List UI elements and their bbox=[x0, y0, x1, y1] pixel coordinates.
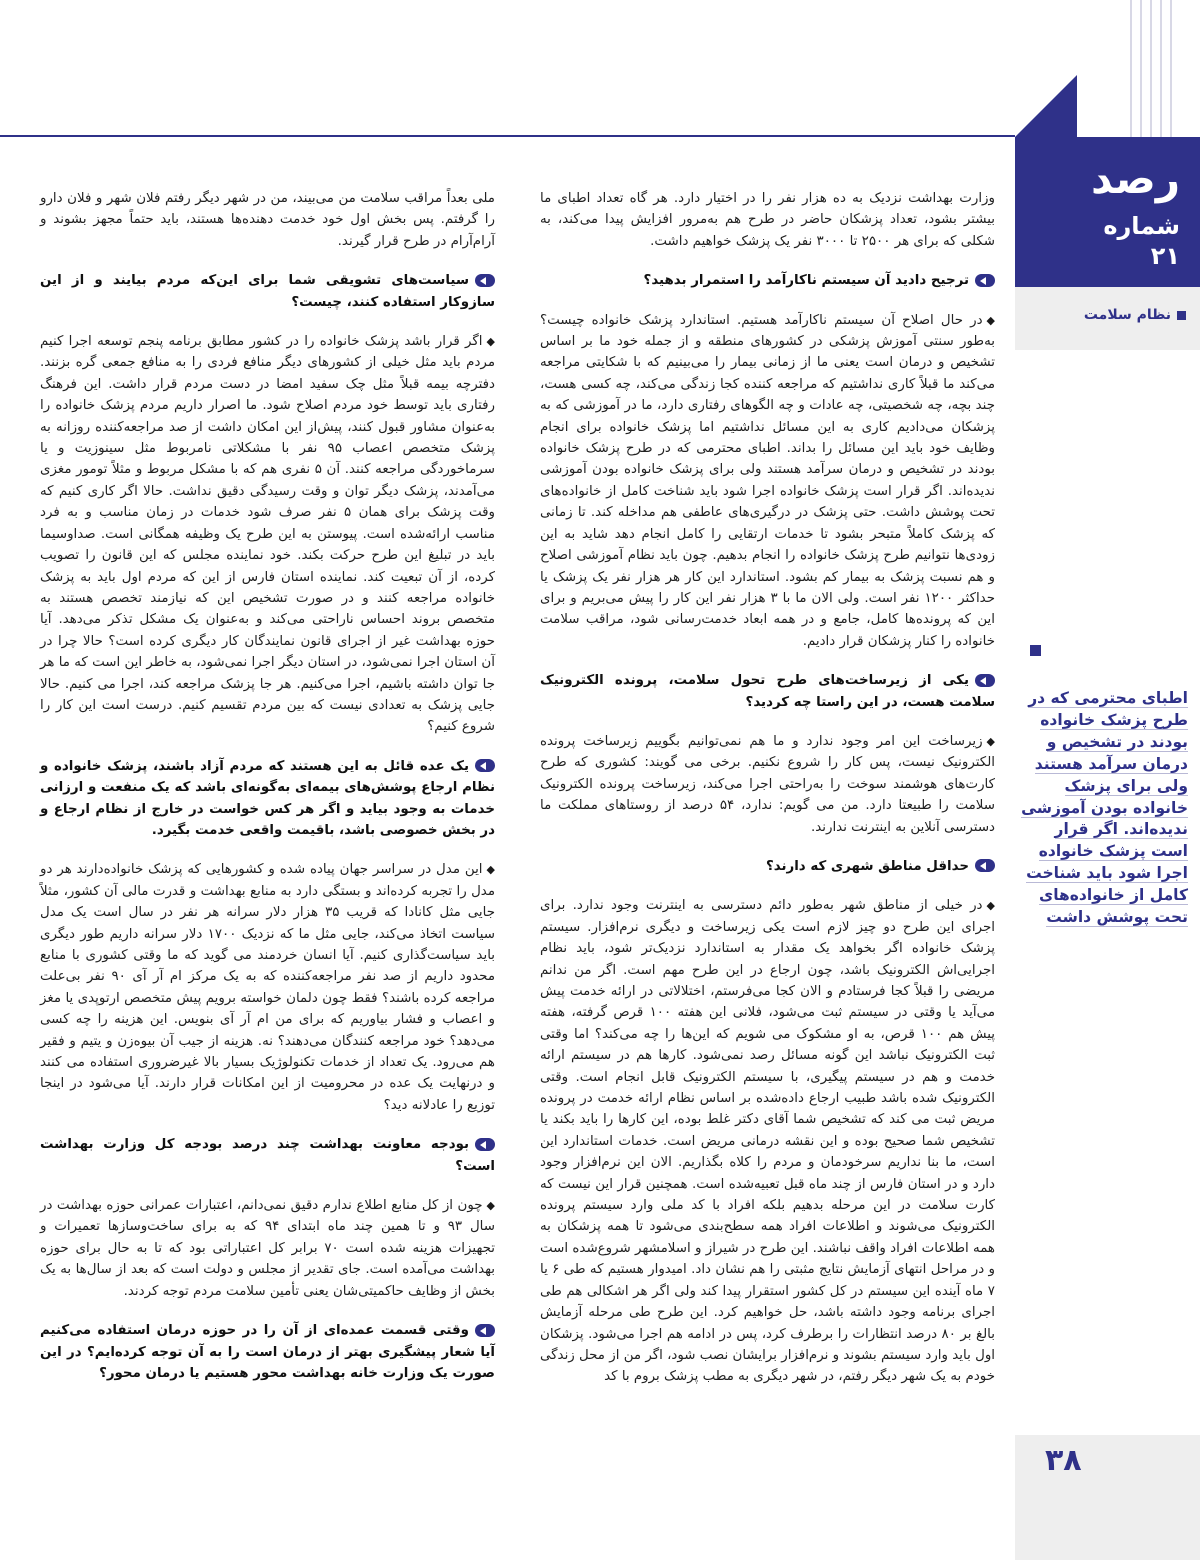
paragraph-text: وزارت بهداشت نزدیک به ده هزار نفر را در اختیار دارد. هر گاه تعداد اطبای ما بیشتر بشود، تعداد پزشکان حاضر در طرح هم به‌مرور افزایش پیدا می‌کند، به شکلی که برای هر ۲۵۰۰ تا ۳۰۰۰ نفر یک پزشک خواهیم داشت. bbox=[540, 191, 995, 249]
answer-marker-icon: ◆ bbox=[486, 863, 495, 877]
paragraph-text: زیرساخت این امر وجود ندارد و ما هم نمی‌توانیم بگوییم زیرساخت پرونده الکترونیک نیست، پس کار را شروع نکنیم. برخی می گویند: کشوری که طرح کارت‌های هوشمند سوخت را به‌راحتی اجرا می‌کند، زیرساخت پرونده الکترونیک سلامت را طبیعتا دارد. من می گویم: ندارد، ۵۴ درصد از روستاهای مملکت ما دسترسی آنلاین به اینترنت ندارند. bbox=[540, 733, 995, 835]
square-bullet-icon bbox=[1177, 311, 1186, 320]
interview-answer bbox=[40, 1195, 495, 1302]
interview-answer bbox=[540, 310, 995, 653]
question-marker-icon bbox=[475, 274, 495, 287]
magazine-name: رصد bbox=[1090, 154, 1180, 203]
corner-triangle bbox=[1015, 75, 1077, 137]
corner-stripe bbox=[1140, 0, 1142, 137]
corner-stripe bbox=[1150, 0, 1152, 137]
dotted-divider bbox=[1015, 350, 1200, 650]
paragraph-text: در خیلی از مناطق شهر به‌طور دائم دسترسی به اینترنت وجود ندارد. برای اجرای این طرح دو چیز لازم است یکی زیرساخت و دیگری نرم‌افزار. سیستم پزشک خانواده اگر بخواهد یک مقدار به استاندارد نزدیک‌تر شود، باید نظام اجرایی‌اش الکترونیک باشد، چون ارجاع در این طرح مهم است. اگر من ندانم مریضی را قبلاً کجا فرستادم و الان کجا می‌فرستم، اختلالاتی در ارائه خدمت پیش می‌آید یا وقتی در سیستم ثبت می‌شود، فلانی این هفته ۱۰۰ قرص گرفته، هفته پیش هم ۱۰۰ قرص، به او مشکوک می شویم که این‌ها را چه می‌کند؟ اما وقتی ثبت الکترونیک نباشد این گونه مسائل رصد نمی‌شود. کارها هم در سیستم ارائه خدمت و هم در سیستم پیگیری، با سیستم الکترونیک قابل انجام است. وقتی الکترونیک شده باشد طبیب ارجاع داده‌شده بر اساس نظام ارائه خدمت در پرونده مریض ثبت می کند که تشخیص شما آقای دکتر غلط بوده، این کارها را باید بکند یا تشخیص شما صحیح بوده و این نقشه درمانی مریض است. خدمات استاندارد این است، ما بنا نداریم سرخودمان و مردم را کلاه بگذاریم. الان این نرم‌افزار وجود دارد و در استان فارس از چند ماه قبل تعبیه‌شده است. همچنین قرار این نیست که کارت سلامت در این مرحله بدهیم بلکه افراد با کد ملی وارد سیستم پرونده الکترونیک می‌شوند و اطلاعات افراد همه سطح‌بندی می‌شود تا همه پزشکان به همه اطلاعات افراد واقف نباشند. این طرح در شیراز و اسلامشهر شروع‌شده است و در مراحل انتهای آزمایش نتایج مثبتی را هم نشان داد. امیدوار هستیم که طی ۶ یا ۷ ماه آینده این سیستم در کل کشور استقرار پیدا کند ولی اگر هر اشکالی هم طی اجرای برنامه وجود داشته باشد، حل خواهیم کرد. این طرح طی مرحله آزمایش بالغ بر ۸۰ درصد انتظارات را برطرف کرد، پس در ادامه هم اجرا می‌شود. پزشکان اول باید وارد سیستم بشوند و نرم‌افزار برایشان نصب شود، اگر من از محل زندگی خودم به یک شهر دیگر رفتم، در شهر دیگری به مطب پزشک بروم با کد bbox=[540, 898, 995, 1385]
paragraph-text: یک عده قائل به این هستند که مردم آزاد باشند، پزشک خانواده و نظام ارجاع پوشش‌های بیمه‌ای به‌گونه‌ای باشد که یک منفعت و ارزانی خدمات به وجود بیاید و اگر هر کس خواست در خارج از نظام ارجاع و در بخش خصوصی باشد، باقیمت واقعی خدمت بگیرد. bbox=[40, 758, 495, 838]
answer-marker-icon: ◆ bbox=[986, 734, 995, 748]
interview-question bbox=[40, 1134, 495, 1177]
answer-marker-icon: ◆ bbox=[486, 1199, 495, 1213]
pull-quote bbox=[1018, 688, 1188, 929]
interview-answer bbox=[40, 188, 495, 252]
interview-question bbox=[540, 670, 995, 713]
magazine-logo bbox=[1090, 154, 1180, 270]
magazine-masthead bbox=[1015, 137, 1200, 287]
paragraph-text: وقتی قسمت عمده‌ای از آن را در حوزه درمان استفاده می‌کنیم آیا شعار پیشگیری بهتر از درمان است را به آن توجه کرده‌ایم؟ در این صورت یک وزارت خانه بهداشت محور هستیم یا درمان محور؟ bbox=[40, 1323, 495, 1381]
square-marker-icon bbox=[1030, 645, 1041, 656]
interview-question bbox=[540, 270, 995, 291]
answer-marker-icon: ◆ bbox=[486, 335, 495, 349]
question-marker-icon bbox=[475, 1138, 495, 1151]
page-number: ۳۸ bbox=[1045, 1443, 1082, 1478]
corner-stripe bbox=[1160, 0, 1162, 137]
page-number-box bbox=[1015, 1435, 1200, 1560]
interview-answer bbox=[540, 731, 995, 838]
paragraph-text: چون از کل منابع اطلاع ندارم دقیق نمی‌دانم، اعتبارات عمرانی حوزه بهداشت در سال ۹۳ و تا همین چند ماه ابتدای ۹۴ که به برای ساخت‌وسازها تعمیرات و تجهیزات هزینه شده است ۷۰ برابر کل اعتباراتی بود که تا به حال برای حوزه بهداشت می‌آمده است. جای تقدیر از مجلس و دولت است که بعد از سال‌ها به یک بخش از وظایف حاکمیتی‌شان یعنی تأمین سلامت مردم توجه کردند. bbox=[40, 1198, 495, 1299]
answer-marker-icon: ◆ bbox=[986, 313, 995, 327]
interview-answer bbox=[540, 188, 995, 252]
interview-question bbox=[40, 756, 495, 842]
paragraph-text: یکی از زیرساخت‌های طرح تحول سلامت، پرونده الکترونیک سلامت هست، در این راستا چه کردید؟ bbox=[540, 673, 995, 710]
paragraph-text: اگر قرار باشد پزشک خانواده را در کشور مطابق برنامه پنجم توسعه اجرا کنیم مردم باید مثل خیلی از کشورهای دیگر منافع فردی را به منافع جمعی گره بزنند. دفترچه بیمه قبلاً مثل چک سفید امضا در دست مردم قرار داشت. این فرهنگ رفتاری باید توسط خود مردم اصلاح شود. ما اصرار داریم مردم پزشک خانواده را به‌عنوان مشاور قبول کنند، پیش‌از این امکان داشت از صد مراجعه‌کننده روزانه به پزشک متخصص اعصاب ۹۵ نفر با مشکلاتی نامربوط مثل سینوزیت و یا سرماخوردگی مراجعه کنند. آن ۵ نفری هم که با مشکل مربوط و مثلاً تومور مغزی می‌آمدند، پزشک دیگر توان و وقت رسیدگی دقیق نداشت. حالا اگر کاری کنیم که وقت پزشک برای همان ۵ نفر صرف شود خدمات در زمان مناسب و به فرد مناسب ارائه‌شده است. پیوستن به این طرح یک وظیفه همگانی است. صداوسیما باید در تبلیغ این طرح حرکت بکند. خود نماینده مجلس که این قانون را تصویب کرده، از آن تبعیت کند. نماینده استان فارس از این که مردم اول باید به پزشک خانواده مراجعه کنند و در صورت تشخیص این که نیازمند تخصص هستند به متخصص بروند احساس ناراحتی می‌کند و به‌عنوان یک مشکل تذکر می‌دهد. آیا حوزه بهداشت غیر از اجرای قانون نمایندگان کار دیگری کرده است؟ حالا چرا در آن استان اجرا نمی‌شود، در استان دیگر اجرا نمی‌شود، به خاطر این است که ما هر جا توان داشته باشیم، اجرا می‌کنیم. هر جا پزشک مراجعه کند، اجرا می کنیم. حالا جایی پزشک به تعدادی نیست که بین مردم تقسیم کنیم. درست است این کار را شروع کنیم؟ bbox=[40, 334, 495, 735]
interview-question bbox=[540, 856, 995, 877]
question-marker-icon bbox=[975, 674, 995, 687]
pull-quote-text: اطبای محترمی که در طرح پزشک خانواده بودند در تشخیص و درمان سرآمد هستند ولی برای پزشک خانواده بودن آموزشی ندیده‌اند. اگر قرار است پزشک خانواده اجرا شود باید شناخت کامل از خانواده‌های تحت پوشش داشت bbox=[1021, 689, 1188, 927]
interview-question bbox=[40, 270, 495, 313]
issue-number: شماره ۲۱ bbox=[1103, 212, 1180, 270]
top-rule bbox=[0, 135, 1015, 137]
question-marker-icon bbox=[475, 759, 495, 772]
paragraph-text: ملی بعداً مراقب سلامت من می‌بیند، من در شهر دیگر رفتم فلان شهر و فلان دارو را گرفتم. پس بخش اول خود خدمت دهنده‌ها هستند، باید حتماً مجهز بشوند و آرام‌آرام در طرح قرار گیرند. bbox=[40, 191, 495, 249]
paragraph-text: این مدل در سراسر جهان پیاده شده و کشورهایی که پزشک خانواده‌دارند هر دو مدل را تجربه کرده‌اند و بستگی دارد به منابع بهداشت و قدرت مالی آن کشور، مثلاً جایی مثل کانادا که قریب ۳۵ هزار دلار سرانه هر نفر در سال است یک مدل سیاست اتخاذ می‌کند، جایی مثل ما که نزدیک ۱۷۰۰ دلار سرانه داریم طور دیگری باید سیاست‌گذاری کنیم. آیا انسان خردمند می گوید که ما وقتی کشوری با منابع محدود داریم از صد نفر مراجعه‌کننده که به یک مرکز ام آر آی ۹۰ نفر بی‌علت مراجعه کرده باشند؟ فقط چون دلمان خواسته برویم پیش متخصص ارتوپدی یا مغز و اعصاب و فشار بیاوریم که برای من ام آر آی بنویس. این هزینه را چه کسی می‌دهد؟ خود مراجعه کنندگان می‌دهند؟ نه. هزینه از جیب آن بیوه‌زن و یتیم و فقیر هم می‌رود. یک تعداد از خدمات تکنولوژیک بسیار بالا غیرضروری استفاده می کنند و درنهایت یک عده در محرومیت از این امکانات قرار دارند. آیا می‌شود در اینجا توزیع را عادلانه دید؟ bbox=[40, 862, 496, 1113]
question-marker-icon bbox=[975, 274, 995, 287]
corner-stripe bbox=[1170, 0, 1172, 137]
article-column-left bbox=[40, 188, 495, 1402]
corner-stripe bbox=[1130, 0, 1132, 137]
paragraph-text: در حال اصلاح آن سیستم ناکارآمد هستیم. استاندارد پزشک خانواده چیست؟ به‌طور سنتی آموزش پزشکی در کشورهای منطقه و از جمله خود ما بر اساس تشخیص و درمان است یعنی ما از زمانی بیمار را می‌بینیم که با شکایتی مراجعه می‌کند ما قبلاً کاری نداشتیم که مراجعه کننده کجا زندگی می‌کند، چه کسی هست، چند بچه، چه شخصیتی، چه عادات و چه الگوهای رفتاری دارد، ما در آموزشی که به پزشکان می‌دادیم کاری به این مسائل نداشتیم اما پزشک خانواده برای انجام وظایف خود باید این مسائل را بداند. اطبای محترمی که در طرح پزشک خانواده بودند در تشخیص و درمان سرآمد هستند ولی برای پزشک خانواده بودن آموزشی ندیده‌اند. اگر قرار است پزشک خانواده اجرا شود باید شناخت کامل از خانواده‌های تحت پوشش داشت. حتی پزشک در درگیری‌های عاطفی هم مداخله کند. تا زمانی که پزشک کاملاً متبحر بشود تا خدمات ارتقایی را کامل انجام دهد شاید به این زودی‌ها نتوانیم طرح پزشک خانواده را انجام بدهیم. چون باید نظام آموزشی اصلاح و هم نسبت پزشک به بیمار کم بشود. استاندارد این کار هر هزار نفر یک پزشک یا حداکثر ۱۲۰۰ نفر است. ولی الان ما با ۳ هزار نفر این کار را پیش می‌بریم و برای این که پرونده‌ها کامل، جامع و در همه ابعاد خدمت‌رسانی شود، مراقب سلامت خانواده را کنار پزشکان قرار دادیم. bbox=[540, 312, 995, 649]
paragraph-text: بودجه معاونت بهداشت چند درصد بودجه کل وزارت بهداشت است؟ bbox=[40, 1137, 495, 1174]
interview-answer bbox=[540, 895, 995, 1387]
interview-answer bbox=[40, 331, 495, 738]
section-label bbox=[1015, 287, 1200, 350]
section-title: نظام سلامت bbox=[1083, 307, 1171, 323]
question-marker-icon bbox=[475, 1324, 495, 1337]
interview-question bbox=[40, 1320, 495, 1384]
paragraph-text: حداقل مناطق شهری که دارند؟ bbox=[765, 858, 969, 874]
answer-marker-icon: ◆ bbox=[986, 899, 995, 913]
article-column-right bbox=[540, 188, 995, 1406]
paragraph-text: ترجیح دادید آن سیستم ناکارآمد را استمرار بدهید؟ bbox=[643, 273, 969, 289]
paragraph-text: سیاست‌های تشویقی شما برای این‌که مردم بیایند و از این سازوکار استفاده کنند، چیست؟ bbox=[40, 273, 495, 310]
question-marker-icon bbox=[975, 859, 995, 872]
interview-answer bbox=[40, 859, 495, 1116]
